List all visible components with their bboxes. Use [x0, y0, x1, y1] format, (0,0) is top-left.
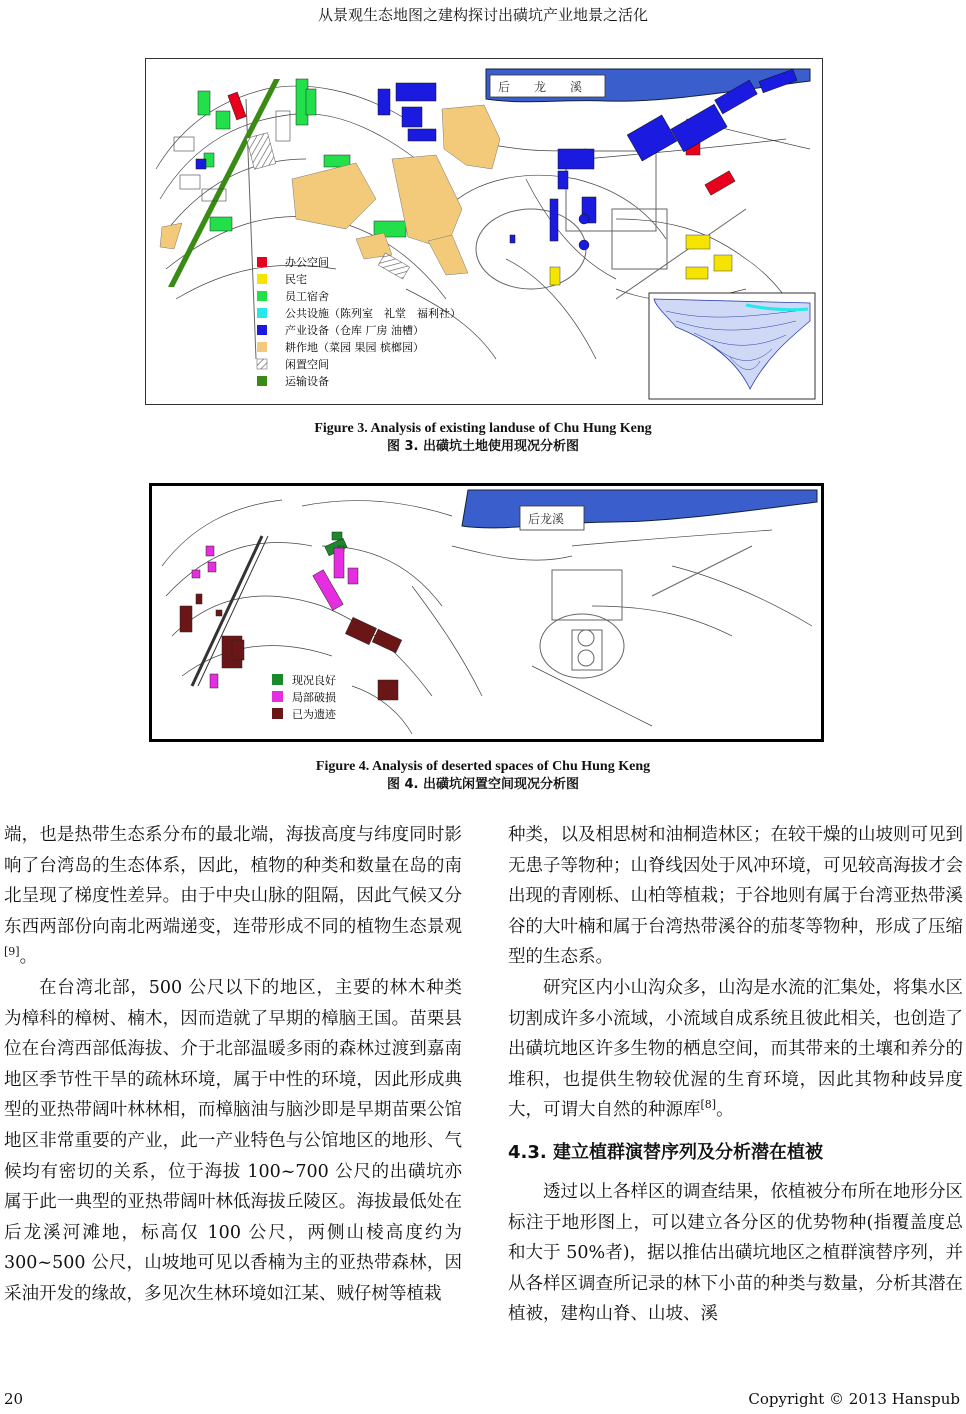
- figure-4-deserted-spaces-map: [149, 483, 824, 742]
- legend-label-idle: 闲置空间: [285, 358, 329, 371]
- legend-label-ruined: 已为遗迹: [292, 708, 336, 721]
- citation-ref[interactable]: [8]: [700, 1098, 717, 1112]
- legend-label-residence: 民宅: [285, 273, 307, 286]
- deserted-map-svg: [152, 486, 821, 739]
- page-number: 20: [4, 1390, 24, 1408]
- river: [462, 490, 817, 528]
- figure-4-caption-en: Figure 4. Analysis of deserted spaces of Chu Hung Keng: [315, 759, 651, 774]
- paragraph: [508, 973, 963, 1126]
- river-label: 后 龙 溪: [498, 80, 583, 94]
- legend-swatch-damaged: [272, 691, 283, 702]
- roads: [540, 546, 752, 678]
- paragraph: [4, 820, 462, 973]
- running-title: 从景观生态地图之建构探讨出磺坑产业地景之活化: [317, 6, 648, 24]
- landuse-legend: [257, 255, 461, 388]
- paragraph: 在台湾北部，500 公尺以下的地区，主要的林木种类为樟科的樟树、楠木，因而造就了早期的樟脑王国。苗栗县位在台湾西部低海拔、介于北部温暖多雨的森林过渡到嘉南地区季节性干旱的疏林环境，属于中性的环境，因此形成典型的亚热带阔叶林林相，而樟脑油与脑沙即是早期苗栗公馆地区非常重要的产业，此一产业特色与公馆地区的地形、气候均有密切的关系，位于海拔 100~700 公尺的出磺坑亦属于此一典型的亚热带阔叶林低海拔丘陵区。海拔最低处在后龙溪河滩地，标高仅 100 公尺，两侧山棱高度约为 300~500 公尺，山坡地可见以香楠为主的亚热带森林，因采油开发的缘故，多见次生林环境如江某、贼仔树等植栽: [4, 977, 462, 1304]
- paragraph-text: 。: [19, 947, 38, 968]
- legend-swatch-industrial: [257, 325, 267, 335]
- legend-swatch-residence: [257, 274, 267, 284]
- figure-3-caption-en: Figure 3. Analysis of existing landuse of Chu Hung Keng: [314, 421, 652, 436]
- legend-swatch-idle: [257, 359, 267, 369]
- citation-ref[interactable]: [9]: [4, 945, 20, 959]
- copyright: Copyright © 2013 Hanspub: [748, 1390, 960, 1408]
- section-heading: 4.3. 建立植群演替序列及分析潜在植被: [508, 1141, 823, 1163]
- paragraph-text: 研究区内小山沟众多，山沟是水流的汇集处，将集水区切割成许多小流域，小流域自成系统且彼此相关，也创造了出磺坑地区许多生物的栖息空间，而其带来的土壤和养分的堆积，也提供生物较优渥的生育环境，因此其物种歧异度大，可谓大自然的种源库: [508, 977, 963, 1121]
- legend-label-damaged: 局部破损: [292, 691, 336, 704]
- legend-label-good: 现况良好: [292, 674, 336, 687]
- deserted-legend: [272, 673, 337, 721]
- river-label: 后龙溪: [528, 512, 565, 526]
- right-column: [508, 820, 963, 1330]
- figure-4-caption-zh: 图 4. 出磺坑闲置空间现况分析图: [386, 777, 580, 792]
- left-column: [4, 820, 462, 1310]
- legend-label-dorm: 员工宿舍: [285, 290, 329, 303]
- figure-3-landuse-map: [145, 58, 823, 405]
- legend-label-cultivation: 耕作地（菜园 果园 槟榔园）: [285, 341, 424, 354]
- legend-label-public: 公共设施（陈列室 礼堂 福利社）: [285, 307, 461, 320]
- legend-swatch-dorm: [257, 291, 267, 301]
- landuse-map-svg: [146, 59, 822, 404]
- legend-swatch-transport: [257, 376, 267, 386]
- legend-swatch-ruined: [272, 708, 283, 719]
- paragraph: 种类，以及相思树和油桐造林区；在较干燥的山坡则可见到无患子等物种；山脊线因处于风冲环境，可见较高海拔才会出现的青刚栎、山柏等植栽；于谷地则有属于台湾亚热带溪谷的大叶楠和属于台湾热带溪谷的茄苳等物种，形成了压缩型的生态系。: [508, 825, 963, 968]
- legend-swatch-public: [257, 308, 267, 318]
- figure-4-caption: [0, 758, 966, 794]
- legend-label-office: 办公空间: [285, 256, 329, 269]
- legend-swatch-cultivation: [257, 342, 267, 352]
- figure-3-caption: [0, 420, 966, 456]
- transport-rail: [168, 79, 280, 287]
- terrain-contours: [162, 500, 812, 734]
- paragraph-text: 端，也是热带生态系分布的最北端，海拔高度与纬度同时影响了台湾岛的生态体系，因此，植物的种类和数量在岛的南北呈现了梯度性差异。由于中央山脉的阻隔，因此气候又分东西两部份向南北两端递变，连带形成不同的植物生态景观: [4, 825, 462, 937]
- partially-damaged-buildings: [192, 546, 358, 688]
- figure-3-caption-zh: 图 3. 出磺坑土地使用现况分析图: [386, 439, 580, 454]
- paragraph-text: 。: [716, 1100, 734, 1121]
- legend-swatch-good: [272, 674, 283, 685]
- paragraph: 透过以上各样区的调查结果，依植被分布所在地形分区标注于地形图上，可以建立各分区的优势物种(指覆盖度总和大于 50%者)，据以推估出磺坑地区之植群演替序列，并从各样区调查所记录的林下小苗的种类与数量，分析其潜在植被，建构山脊、山坡、溪: [508, 1181, 963, 1325]
- legend-label-transport: 运输设备: [285, 375, 329, 388]
- residences: [550, 235, 732, 285]
- legend-swatch-office: [257, 257, 267, 267]
- legend-label-industrial: 产业设备（仓库 厂房 油槽）: [285, 324, 424, 337]
- cultivation-areas: [160, 105, 500, 275]
